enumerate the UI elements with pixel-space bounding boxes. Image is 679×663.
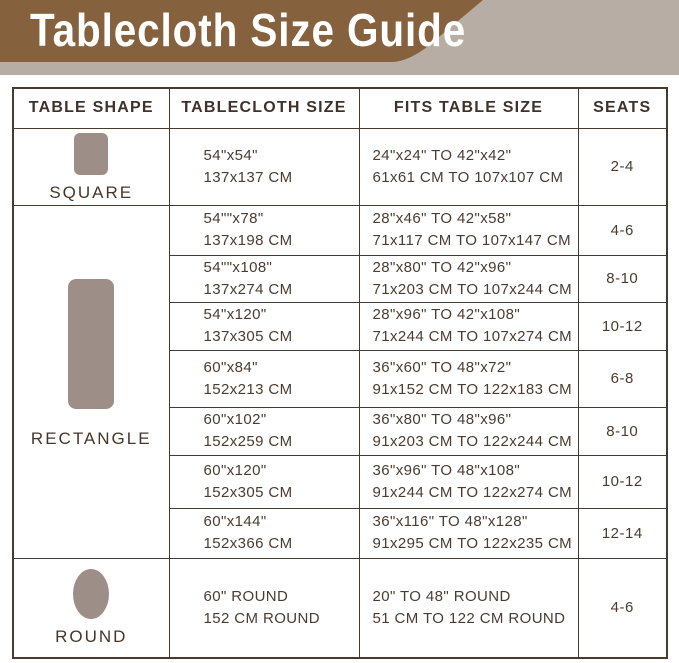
shape-cell-square	[13, 128, 169, 205]
fits-table-size-cell	[359, 508, 578, 558]
tablecloth-size-cell	[169, 205, 359, 255]
fits-table-size-cell	[359, 350, 578, 407]
column-header-fits-table-size: FITS TABLE SIZE	[359, 88, 578, 128]
size-line: 54""x78"	[203, 210, 264, 227]
rectangle-shape-icon	[68, 279, 114, 409]
table-row	[13, 128, 667, 205]
fits-table-size-cell	[359, 128, 578, 205]
page-title: Tablecloth Size Guide	[30, 4, 467, 56]
shape-cell-round	[13, 558, 169, 658]
seats-cell: 10-12	[578, 302, 667, 350]
fits-table-size-cell	[359, 255, 578, 302]
fits-line: 24"x24" TO 42"x42"	[372, 146, 512, 164]
fits-line: 71x117 CM TO 107x147 CM	[372, 232, 571, 249]
tablecloth-size-cell	[169, 350, 359, 407]
table-row	[13, 558, 667, 658]
fits-line: 91x203 CM TO 122x244 CM	[372, 433, 573, 450]
fits-line: 91x152 CM TO 122x183 CM	[372, 380, 573, 398]
shape-label: RECTANGLE	[30, 428, 152, 448]
size-line: 152x305 CM	[203, 483, 293, 501]
size-line: 152x366 CM	[203, 535, 293, 552]
tablecloth-size-cell	[169, 128, 359, 205]
fits-line: 61x61 CM TO 107x107 CM	[372, 168, 564, 186]
size-line: 137x198 CM	[203, 232, 293, 249]
size-line: 152x259 CM	[203, 433, 293, 450]
fits-line: 71x244 CM TO 107x274 CM	[372, 328, 573, 345]
size-line: 137x137 CM	[203, 168, 293, 186]
round-shape-icon	[73, 569, 109, 619]
size-line: 60"x102"	[203, 411, 267, 428]
size-line: 60"x144"	[203, 513, 267, 530]
size-line: 137x274 CM	[203, 280, 293, 298]
size-line: 54"x54"	[203, 146, 258, 164]
fits-line: 36"x80" TO 48"x96"	[372, 411, 512, 428]
fits-line: 91x295 CM TO 122x235 CM	[372, 535, 573, 552]
fits-line: 51 CM TO 122 CM ROUND	[372, 609, 566, 627]
fits-line: 71x203 CM TO 107x244 CM	[372, 280, 573, 298]
size-line: 54"x120"	[203, 306, 267, 323]
column-header-seats: SEATS	[578, 88, 667, 128]
seats-cell: 8-10	[578, 407, 667, 455]
tablecloth-size-cell	[169, 508, 359, 558]
fits-table-size-cell	[359, 558, 578, 658]
seats-cell: 8-10	[578, 255, 667, 302]
seats-cell: 10-12	[578, 455, 667, 508]
size-line: 60"x120"	[203, 461, 267, 479]
size-line: 54""x108"	[203, 258, 273, 276]
seats-cell: 6-8	[578, 350, 667, 407]
table-row	[13, 205, 667, 255]
seats-cell: 2-4	[578, 128, 667, 205]
fits-table-size-cell	[359, 407, 578, 455]
size-line: 60"x84"	[203, 358, 258, 376]
fits-line: 91x244 CM TO 122x274 CM	[372, 483, 573, 501]
size-line: 60" ROUND	[203, 587, 289, 605]
tablecloth-size-cell	[169, 302, 359, 350]
tablecloth-size-cell	[169, 255, 359, 302]
fits-line: 36"x96" TO 48"x108"	[372, 461, 521, 479]
shape-cell-rectangle	[13, 205, 169, 558]
fits-line: 20" TO 48" ROUND	[372, 587, 511, 605]
table-header-row	[13, 88, 667, 128]
fits-line: 28"x80" TO 42"x96"	[372, 258, 512, 276]
shape-label: SQUARE	[49, 182, 134, 202]
size-line: 152 CM ROUND	[203, 609, 320, 627]
fits-table-size-cell	[359, 205, 578, 255]
fits-line: 36"x60" TO 48"x72"	[372, 358, 512, 376]
size-guide-table	[12, 87, 668, 659]
size-line: 137x305 CM	[203, 328, 293, 345]
seats-cell: 4-6	[578, 558, 667, 658]
fits-line: 28"x46" TO 42"x58"	[372, 210, 512, 227]
shape-label: ROUND	[55, 626, 128, 646]
tablecloth-size-cell	[169, 455, 359, 508]
seats-cell: 4-6	[578, 205, 667, 255]
tablecloth-size-cell	[169, 558, 359, 658]
tablecloth-size-cell	[169, 407, 359, 455]
seats-cell: 12-14	[578, 508, 667, 558]
fits-line: 36"x116" TO 48"x128"	[372, 513, 528, 530]
square-shape-icon	[74, 133, 108, 175]
fits-table-size-cell	[359, 455, 578, 508]
fits-table-size-cell	[359, 302, 578, 350]
fits-line: 28"x96" TO 42"x108"	[372, 306, 521, 323]
column-header-tablecloth-size: TABLECLOTH SIZE	[169, 88, 359, 128]
size-line: 152x213 CM	[203, 380, 293, 398]
column-header-table-shape: TABLE SHAPE	[13, 88, 169, 128]
